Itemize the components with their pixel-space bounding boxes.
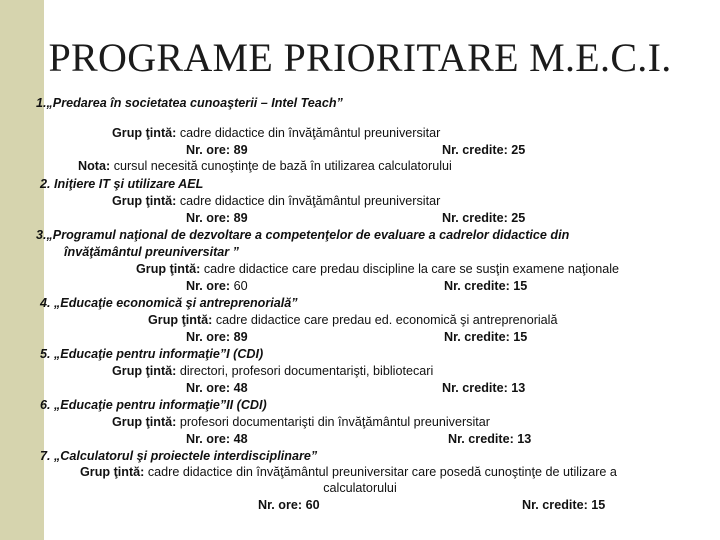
hours-label: Nr. ore:	[186, 279, 231, 293]
program-6-hours	[186, 431, 248, 447]
program-5-credits	[442, 380, 525, 396]
credits-label: Nr. credite:	[448, 432, 514, 446]
program-5-hours	[186, 380, 248, 396]
credits-label: Nr. credite:	[444, 330, 510, 344]
hours-label: Nr. ore:	[186, 381, 231, 395]
program-2-credits	[442, 210, 525, 226]
program-7-target	[80, 464, 617, 480]
credits-label: Nr. credite:	[442, 211, 508, 225]
target-label: Grup ţintă:	[80, 465, 145, 479]
credits-value: 13	[511, 381, 526, 395]
target-label: Grup ţintă:	[148, 313, 213, 327]
program-1-heading: 1.„Predarea în societatea cunoaşterii – Intel Teach”	[36, 96, 343, 110]
target-label: Grup ţintă:	[112, 126, 177, 140]
hours-label: Nr. ore:	[186, 432, 231, 446]
target-value: directori, profesori documentarişti, bibliotecari	[179, 364, 434, 378]
program-7-hours	[258, 497, 320, 513]
program-3-target	[136, 261, 619, 277]
program-6-heading: 6. „Educaţie pentru informaţie”II (CDI)	[40, 398, 267, 412]
credits-label: Nr. credite:	[442, 143, 508, 157]
target-value: cadre didactice din învăţământul preuniversitar	[179, 126, 441, 140]
credits-label: Nr. credite:	[442, 381, 508, 395]
note-value: cursul necesită cunoştinţe de bază în utilizarea calculatorului	[113, 159, 452, 173]
hours-label: Nr. ore:	[186, 143, 231, 157]
program-4-hours	[186, 329, 248, 345]
program-7-target-cont: calculatorului	[323, 481, 397, 495]
credits-value: 15	[591, 498, 606, 512]
program-2-target	[112, 193, 440, 209]
hours-label: Nr. ore:	[186, 211, 231, 225]
program-4-credits	[444, 329, 527, 345]
hours-value: 60	[233, 279, 248, 293]
target-label: Grup ţintă:	[112, 364, 177, 378]
program-5-heading: 5. „Educaţie pentru informaţie”I (CDI)	[40, 347, 264, 361]
program-1-target	[112, 125, 440, 141]
left-accent-bar	[0, 0, 44, 540]
target-value: cadre didactice care predau ed. economică şi antreprenorială	[215, 313, 558, 327]
hours-value: 89	[233, 211, 248, 225]
program-3-heading-cont: învăţământul preuniversitar ”	[64, 245, 239, 259]
hours-label: Nr. ore:	[258, 498, 303, 512]
program-1-credits	[442, 142, 525, 158]
program-3-heading: 3.„Programul naţional de dezvoltare a competenţelor de evaluare a cadrelor didactice din	[36, 228, 570, 242]
credits-label: Nr. credite:	[522, 498, 588, 512]
credits-value: 25	[511, 211, 526, 225]
program-3-credits	[444, 278, 527, 294]
hours-label: Nr. ore:	[186, 330, 231, 344]
target-label: Grup ţintă:	[112, 415, 177, 429]
page-title: PROGRAME PRIORITARE M.E.C.I.	[48, 35, 672, 80]
credits-label: Nr. credite:	[444, 279, 510, 293]
target-value: cadre didactice din învăţământul preuniversitar	[179, 194, 441, 208]
hours-value: 48	[233, 432, 248, 446]
credits-value: 13	[517, 432, 532, 446]
target-label: Grup ţintă:	[112, 194, 177, 208]
credits-value: 15	[513, 279, 528, 293]
hours-value: 89	[233, 143, 248, 157]
hours-value: 60	[305, 498, 320, 512]
hours-value: 89	[233, 330, 248, 344]
program-4-target	[148, 312, 558, 328]
program-3-hours	[186, 278, 248, 294]
program-6-credits	[448, 431, 531, 447]
target-value: cadre didactice care predau discipline la care se susţin examene naţionale	[203, 262, 619, 276]
hours-value: 48	[233, 381, 248, 395]
target-label: Grup ţintă:	[136, 262, 201, 276]
target-value: profesori documentarişti din învăţământul preuniversitar	[179, 415, 490, 429]
program-1-hours	[186, 142, 248, 158]
program-2-hours	[186, 210, 248, 226]
program-7-credits	[522, 497, 605, 513]
program-7-heading: 7. „Calculatorul şi proiectele interdisciplinare”	[40, 449, 318, 463]
program-4-heading: 4. „Educaţie economică şi antreprenorială”	[40, 296, 298, 310]
credits-value: 15	[513, 330, 528, 344]
program-6-target	[112, 414, 490, 430]
target-value: cadre didactice din învăţământul preuniversitar care posedă cunoştinţe de utilizare a	[147, 465, 617, 479]
program-2-heading: 2. Iniţiere IT şi utilizare AEL	[40, 177, 204, 191]
program-1-note	[78, 158, 452, 174]
note-label: Nota:	[78, 159, 111, 173]
program-5-target	[112, 363, 433, 379]
credits-value: 25	[511, 143, 526, 157]
